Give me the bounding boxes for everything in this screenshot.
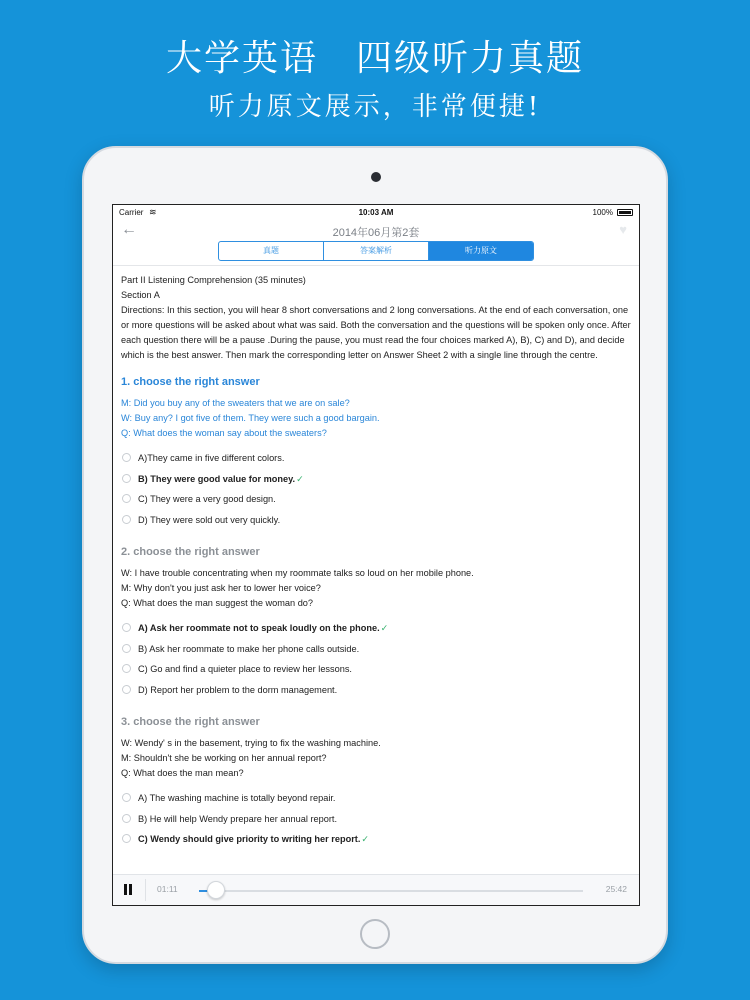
answer-option[interactable]: B) He will help Wendy prepare her annual report.: [121, 812, 631, 833]
answer-option[interactable]: D) Report her problem to the dorm management.: [121, 683, 631, 704]
radio-icon[interactable]: [122, 494, 131, 503]
transcript-content: [113, 266, 639, 853]
wifi-icon: ≋: [149, 207, 157, 217]
dialog-line: W: I have trouble concentrating when my roommate talks so loud on her mobile phone.: [121, 568, 474, 578]
answer-options: [121, 451, 631, 533]
tab-exam[interactable]: 真题: [219, 242, 324, 260]
dialog-line: Q: What does the man mean?: [121, 768, 244, 778]
camera-icon: [371, 172, 381, 182]
answer-option[interactable]: B) Ask her roommate to make her phone calls outside.: [121, 642, 631, 663]
radio-icon[interactable]: [122, 474, 131, 483]
answer-option[interactable]: C) Go and find a quieter place to review her lessons.: [121, 662, 631, 683]
battery-percentage: 100%: [592, 208, 613, 217]
nav-bar: [113, 221, 639, 241]
tab-listening-script[interactable]: 听力原文: [429, 242, 533, 260]
dialog-line: Q: What does the man suggest the woman do?: [121, 598, 314, 608]
answer-options: [121, 621, 631, 703]
carrier-label: Carrier: [119, 208, 144, 217]
answer-option[interactable]: D) They were sold out very quickly.: [121, 513, 631, 534]
audio-player: [113, 874, 639, 905]
dialog: [121, 396, 631, 441]
dialog-line: M: Shouldn't she be working on her annual report?: [121, 753, 327, 763]
radio-icon[interactable]: [122, 664, 131, 673]
status-bar: [113, 205, 639, 221]
home-button[interactable]: [360, 919, 390, 949]
tab-segmented-control: [218, 241, 534, 261]
part-heading: Part II Listening Comprehension (35 minutes): [121, 275, 306, 285]
radio-icon[interactable]: [122, 793, 131, 802]
answer-option-correct[interactable]: B) They were good value for money.✓: [121, 472, 631, 493]
radio-icon[interactable]: [122, 814, 131, 823]
back-arrow-icon[interactable]: ←: [121, 221, 137, 238]
answer-options: [121, 791, 631, 853]
question-heading: 1. choose the right answer: [121, 376, 260, 388]
progress-track[interactable]: [199, 890, 583, 892]
dialog: [121, 736, 631, 781]
dialog-line: W: Wendy' s in the basement, trying to fix the washing machine.: [121, 738, 381, 748]
progress-thumb[interactable]: [207, 881, 225, 899]
radio-icon[interactable]: [122, 834, 131, 843]
clock: 10:03 AM: [358, 208, 394, 217]
ipad-frame: [82, 146, 668, 964]
question-heading: 2. choose the right answer: [121, 546, 260, 558]
dialog-line: M: Why don't you just ask her to lower her voice?: [121, 583, 321, 593]
promo-title: 大学英语 四级听力真题: [165, 38, 584, 79]
answer-option-correct[interactable]: C) Wendy should give priority to writing her report.✓: [121, 832, 631, 853]
promo-subtitle: 听力原文展示，非常便捷!: [208, 92, 542, 122]
dialog-line: Q: What does the woman say about the sweaters?: [121, 428, 327, 438]
total-duration: 25:42: [605, 884, 627, 894]
answer-option[interactable]: A)They came in five different colors.: [121, 451, 631, 472]
tab-answer-analysis[interactable]: 答案解析: [324, 242, 429, 260]
radio-icon[interactable]: [122, 644, 131, 653]
page-title: 2014年06月第2套: [332, 227, 420, 239]
radio-icon[interactable]: [122, 515, 131, 524]
radio-icon[interactable]: [122, 685, 131, 694]
dialog-line: M: Did you buy any of the sweaters that we are on sale?: [121, 398, 350, 408]
elapsed-time: 01:11: [157, 884, 178, 894]
question-heading: 3. choose the right answer: [121, 716, 260, 728]
check-icon: ✓: [380, 623, 389, 633]
directions-text: Directions: In this section, you will hear 8 short conversations and 2 long conversations. At the end of each conversation, one or more questions will be asked about what was said. Both the conversation and the questions will be spoken only once. After each question there will be a pause .During the pause, you must read the four choices marked A), B), C) and D), and decide which is the best answer. Then mark the corresponding letter on Answer Sheet 2 with a single line through the centre.: [121, 305, 631, 360]
check-icon: ✓: [296, 473, 304, 484]
answer-option-correct[interactable]: A) Ask her roommate not to speak loudly on the phone.✓: [121, 621, 631, 642]
app-screen: [112, 204, 640, 906]
player-divider: [145, 879, 146, 901]
radio-icon[interactable]: [122, 623, 131, 632]
check-icon: ✓: [361, 834, 370, 844]
answer-option[interactable]: A) The washing machine is totally beyond repair.: [121, 791, 631, 812]
battery-icon: [617, 209, 633, 216]
answer-option[interactable]: C) They were a very good design.: [121, 492, 631, 513]
dialog-line: W: Buy any? I got five of them. They were such a good bargain.: [121, 413, 380, 423]
radio-icon[interactable]: [122, 453, 131, 462]
favorite-heart-icon[interactable]: ♥: [619, 222, 627, 237]
dialog: [121, 566, 631, 611]
pause-icon[interactable]: [123, 884, 133, 895]
section-heading: Section A: [121, 290, 160, 300]
